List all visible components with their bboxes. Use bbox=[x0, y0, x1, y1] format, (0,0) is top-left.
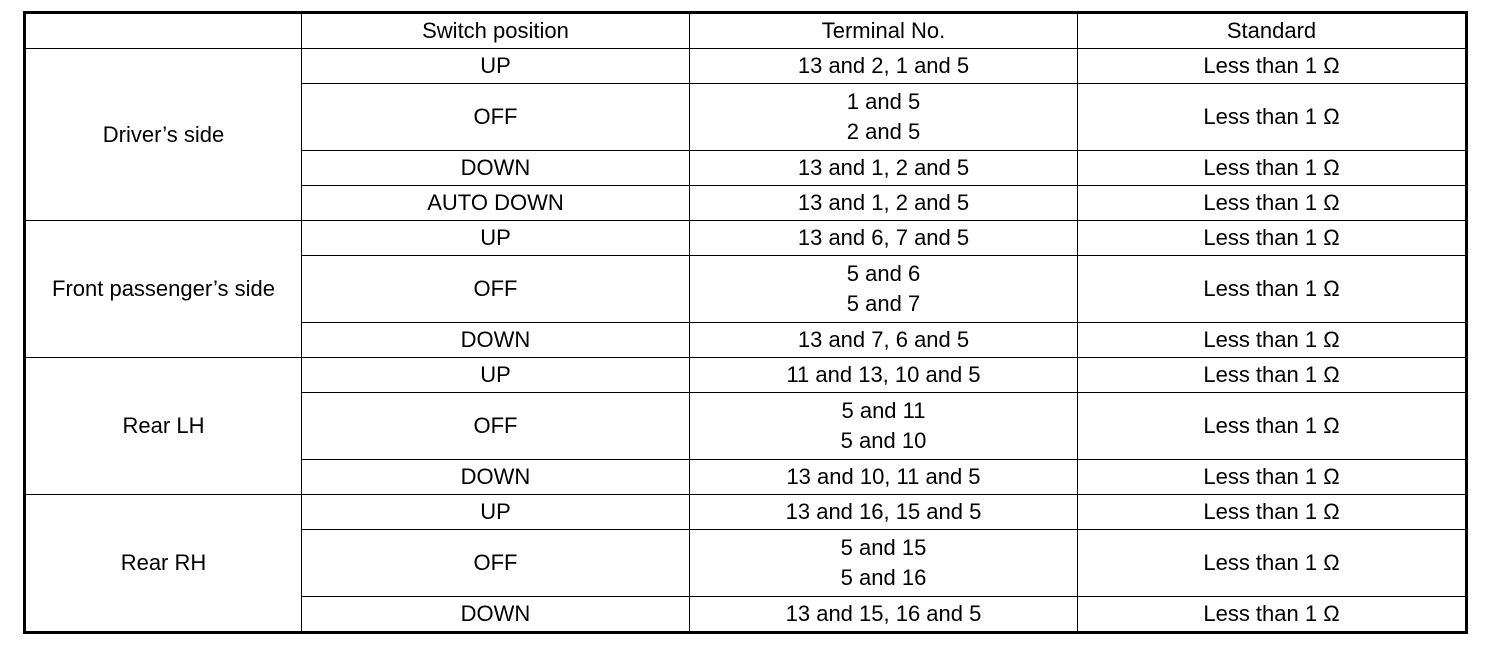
switch-position-cell: AUTO DOWN bbox=[302, 186, 690, 221]
terminal-no-cell bbox=[690, 358, 1078, 393]
standard-cell: Less than 1 Ω bbox=[1078, 530, 1467, 597]
terminal-pair-text: 13 and 1, 2 and 5 bbox=[797, 155, 970, 180]
terminal-pair-text: 13 and 2, 1 and 5 bbox=[797, 53, 970, 78]
table-row bbox=[25, 49, 1467, 84]
terminal-pair-text: 1 and 5 bbox=[846, 89, 921, 114]
table-row bbox=[25, 221, 1467, 256]
terminal-no-cell bbox=[690, 597, 1078, 633]
table-header-row bbox=[25, 13, 1467, 49]
standard-cell: Less than 1 Ω bbox=[1078, 221, 1467, 256]
standard-cell: Less than 1 Ω bbox=[1078, 495, 1467, 530]
standard-cell: Less than 1 Ω bbox=[1078, 323, 1467, 358]
group-label-cell: Rear RH bbox=[25, 495, 302, 633]
group-label-cell: Front passenger’s side bbox=[25, 221, 302, 358]
terminal-pair-text: 5 and 16 bbox=[840, 565, 927, 590]
header-cell-switch-position: Switch position bbox=[302, 13, 690, 49]
terminal-no-cell bbox=[690, 460, 1078, 495]
switch-position-cell: OFF bbox=[302, 530, 690, 597]
standard-cell: Less than 1 Ω bbox=[1078, 597, 1467, 633]
switch-position-cell: DOWN bbox=[302, 323, 690, 358]
switch-position-cell: UP bbox=[302, 358, 690, 393]
terminal-pair-text: 5 and 15 bbox=[840, 535, 927, 560]
terminal-no-cell bbox=[690, 151, 1078, 186]
group-label-cell: Driver’s side bbox=[25, 49, 302, 221]
table-row bbox=[25, 495, 1467, 530]
standard-cell: Less than 1 Ω bbox=[1078, 358, 1467, 393]
standard-cell: Less than 1 Ω bbox=[1078, 256, 1467, 323]
switch-inspection-table bbox=[23, 11, 1468, 634]
terminal-no-cell bbox=[690, 221, 1078, 256]
switch-position-cell: UP bbox=[302, 495, 690, 530]
table-row bbox=[25, 358, 1467, 393]
header-cell-blank bbox=[25, 13, 302, 49]
terminal-no-cell bbox=[690, 186, 1078, 221]
terminal-no-cell bbox=[690, 49, 1078, 84]
terminal-pair-text: 13 and 10, 11 and 5 bbox=[786, 464, 981, 489]
terminal-pair-text: 13 and 15, 16 and 5 bbox=[785, 601, 982, 626]
switch-position-cell: UP bbox=[302, 49, 690, 84]
terminal-pair-text: 13 and 7, 6 and 5 bbox=[797, 327, 970, 352]
terminal-pair-text: 11 and 13, 10 and 5 bbox=[786, 362, 981, 387]
switch-position-cell: UP bbox=[302, 221, 690, 256]
switch-position-cell: DOWN bbox=[302, 151, 690, 186]
switch-position-cell: OFF bbox=[302, 393, 690, 460]
table-body bbox=[25, 49, 1467, 633]
terminal-no-cell bbox=[690, 393, 1078, 460]
terminal-pair-text: 5 and 11 bbox=[841, 398, 926, 423]
terminal-pair-text: 2 and 5 bbox=[846, 119, 921, 144]
terminal-pair-text: 13 and 1, 2 and 5 bbox=[797, 190, 970, 215]
header-cell-standard: Standard bbox=[1078, 13, 1467, 49]
switch-position-cell: DOWN bbox=[302, 597, 690, 633]
header-cell-terminal-no: Terminal No. bbox=[690, 13, 1078, 49]
terminal-no-cell bbox=[690, 495, 1078, 530]
terminal-pair-text: 13 and 16, 15 and 5 bbox=[785, 499, 982, 524]
standard-cell: Less than 1 Ω bbox=[1078, 151, 1467, 186]
standard-cell: Less than 1 Ω bbox=[1078, 460, 1467, 495]
terminal-no-cell bbox=[690, 256, 1078, 323]
terminal-pair-text: 13 and 6, 7 and 5 bbox=[797, 225, 970, 250]
terminal-pair-text: 5 and 10 bbox=[840, 428, 927, 453]
terminal-pair-text: 5 and 7 bbox=[846, 291, 921, 316]
terminal-no-cell bbox=[690, 84, 1078, 151]
terminal-no-cell bbox=[690, 323, 1078, 358]
standard-cell: Less than 1 Ω bbox=[1078, 84, 1467, 151]
group-label-cell: Rear LH bbox=[25, 358, 302, 495]
switch-position-cell: OFF bbox=[302, 84, 690, 151]
standard-cell: Less than 1 Ω bbox=[1078, 186, 1467, 221]
standard-cell: Less than 1 Ω bbox=[1078, 49, 1467, 84]
switch-position-cell: DOWN bbox=[302, 460, 690, 495]
switch-position-cell: OFF bbox=[302, 256, 690, 323]
terminal-pair-text: 5 and 6 bbox=[846, 261, 921, 286]
terminal-no-cell bbox=[690, 530, 1078, 597]
standard-cell: Less than 1 Ω bbox=[1078, 393, 1467, 460]
